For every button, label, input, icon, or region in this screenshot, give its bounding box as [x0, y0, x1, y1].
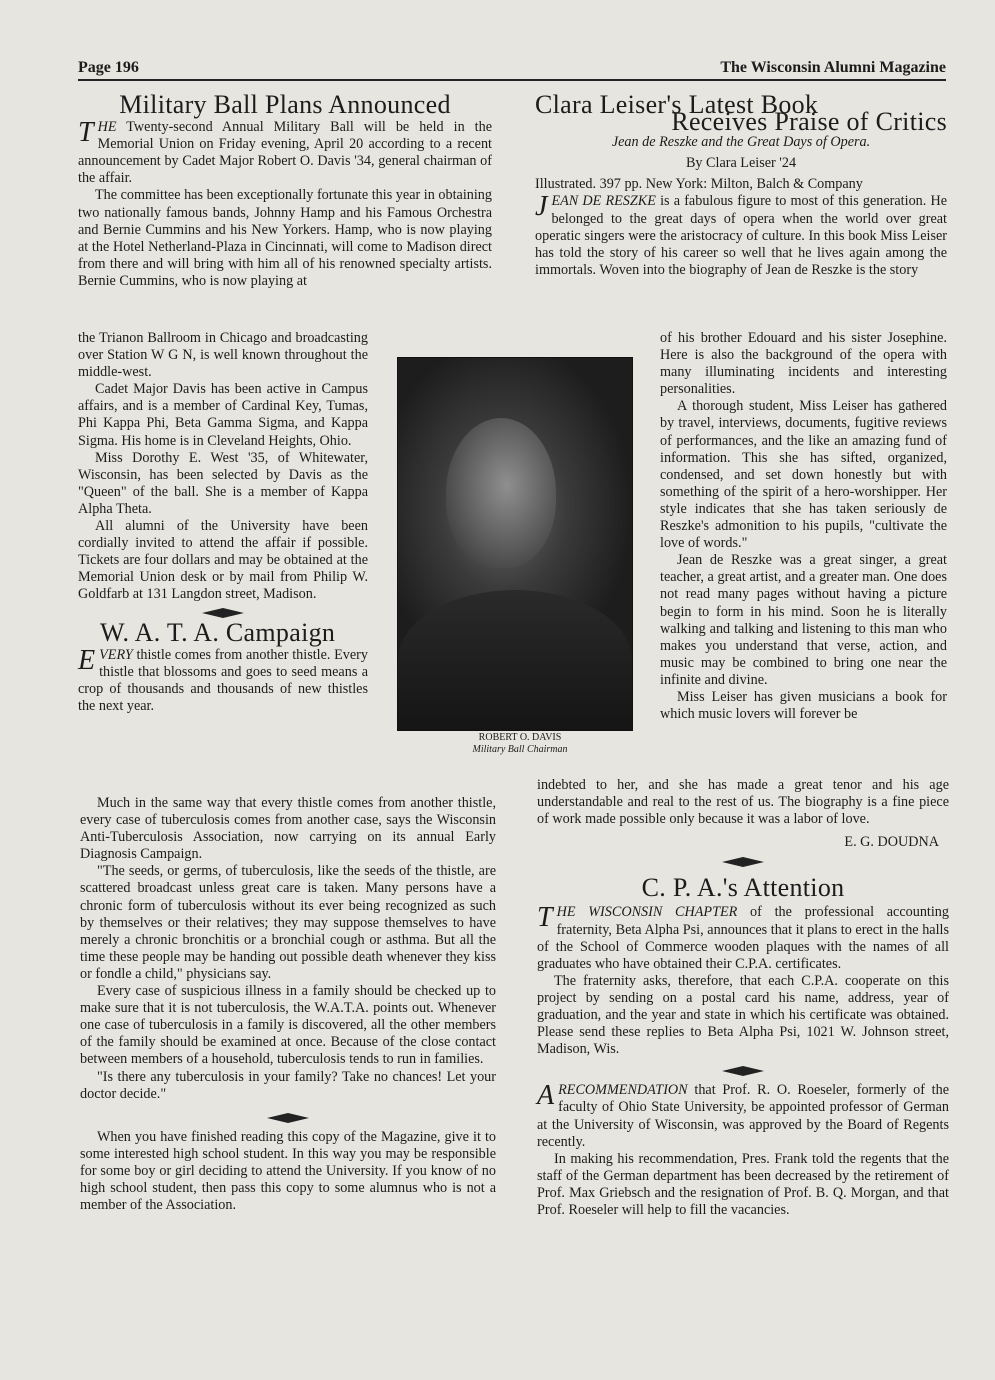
wata-article [80, 795, 496, 1214]
cpa-para-1: THE WISCONSIN CHAPTER of the professional accounting fraternity, Beta Alpha Psi, announces that it plans to erect in the halls of the School of Commerce wooden plaques with the names of all graduates who have obtained their C.P.A. certificates. [537, 902, 949, 972]
ornament-icon [267, 1113, 309, 1123]
military-para-2b: the Trianon Ballroom in Chicago and broadcasting over Station W G N, is well known throughout the middle-west. [78, 330, 368, 381]
leiser-para-4b: indebted to her, and she has made a great tenor and his age understandable and real to the rest of us. The biography is a fine piece of work made possible only because it was a labor of love. [537, 777, 949, 828]
recommend-para-1: ARECOMMENDATION that Prof. R. O. Roeseler, formerly of the faculty of Ohio State University, be appointed professor of German at the University of Wisconsin, was approved by the Board of Regents recently. [537, 1080, 950, 1150]
leiser-article-end [537, 777, 949, 1219]
recommend-para-2: In making his recommendation, Pres. Frank told the regents that the staff of the German department has been decreased by the retirement of Prof. Max Griebsch and the resignation of Prof. B. Q. Morgan, and that Prof. Roeseler will help to fill the vacancies. [537, 1150, 949, 1218]
book-byline: By Clara Leiser '24 [685, 155, 797, 172]
military-article [78, 90, 492, 290]
leiser-para-3: Jean de Reszke was a great singer, a great teacher, a great artist, and a greater man. One does not read many pages without having a picture begin to form in his mind. Soon he is literally walking and talking and listening to this man who makes you understand that verse, action, and music may be combined to bring one near the infinite and divine. [660, 552, 947, 688]
page-header [78, 53, 946, 81]
review-signature: E. G. DOUDNA [844, 834, 939, 851]
magazine-title: The Wisconsin Alumni Magazine [720, 59, 946, 76]
military-para-1: THE Twenty-second Annual Military Ball will be held in the Memorial Union on Friday evening, April 20 according to a recent announcement by Cadet Major Robert O. Davis '34, general chairman of the affair. [78, 117, 492, 187]
military-para-2: The committee has been exceptionally fortunate this year in obtaining two nationally famous bands, Johnny Hamp and his Famous Orchestra and Bernie Cummins and his New Yorkers. Hamp, who is now playing at the Hotel Netherland-Plaza in Cincinnati, will come to Madison direct from there and will bring with him all of his renowned specialty artists. Bernie Cummins, who is now playing at [78, 187, 492, 289]
wata-para-3: "The seeds, or germs, of tuberculosis, like the seeds of the thistle, are scattered broadcast unless great care is taken. Many persons have a chronic form of tuberculosis without its ever being recognized as such by themselves or their relatives; they may suppose themselves to have merely a chronic bronchitis or a bronchial cough or asthma. But all the time these people may be handing out possible death whenever they kiss or fondle a child," physicians say. [80, 863, 496, 982]
leiser-article-cont [660, 330, 947, 723]
page-number: Page 196 [78, 59, 139, 76]
leiser-title-2: Receives Praise of Critics [671, 107, 947, 137]
caption-role: Military Ball Chairman [472, 744, 568, 755]
leiser-para-2: A thorough student, Miss Leiser has gathered by travel, interviews, documents, fugitive reviews of performances, and the like an amazing fund of information. This she has sifted, organized, condensed, and set down honestly but with something of the spirit of a hero-worshipper. Her style indicates that she has taken seriously de Reszke's admonition to his pupils, "cultivate the love of words." [660, 398, 947, 552]
military-title: Military Ball Plans Announced [119, 90, 451, 119]
cpa-title: C. P. A.'s Attention [641, 873, 845, 903]
leiser-para-4a: Miss Leiser has given musicians a book for which music lovers will forever be [660, 688, 947, 723]
book-publisher: Illustrated. 397 pp. New York: Milton, Balch & Company [535, 176, 863, 193]
cpa-para-2: The fraternity asks, therefore, that each C.P.A. cooperate on this project by sending on a postal card his name, address, year of graduation, and the year and state in which his certificate was obtained. Please send these replies to Beta Alpha Psi, 1021 W. Johnson street, Madison, Wis. [537, 972, 949, 1058]
wata-para-1: EVERY thistle comes from another thistle. Every thistle that blossoms and goes to seed means a crop of thousands and thousands of new thistles the next year. [78, 644, 368, 714]
leiser-article [535, 90, 948, 279]
caption-name: ROBERT O. DAVIS [478, 732, 562, 743]
ornament-icon [722, 1066, 764, 1076]
military-para-5: All alumni of the University have been cordially invited to attend the affair if possible. Tickets are four dollars and may be obtained at the Memorial Union desk or by mail from Philip W. Goldfarb at 131 Langdon street, Madison. [78, 518, 368, 603]
book-title: Jean de Reszke and the Great Days of Opera. [611, 134, 871, 151]
photo-caption [440, 732, 600, 756]
leiser-para-1b: of his brother Edouard and his sister Josephine. Here is also the background of the opera with many illuminating incidents and interesting personalities. [660, 330, 947, 398]
wata-para-5: "Is there any tuberculosis in your family? Take no chances! Let your doctor decide." [80, 1068, 496, 1102]
military-para-3: Cadet Major Davis has been active in Campus affairs, and is a member of Cardinal Key, Tumas, Phi Kappa Phi, Beta Gamma Sigma, and Kappa Sigma. His home is in Cleveland Heights, Ohio. [78, 381, 368, 449]
leiser-para-1: JEAN DE RESZKE is a fabulous figure to most of this generation. He belonged to the great days of opera when the world over great operatic singers were the aristocracy of culture. In this book Miss Leiser has told the story of his career so well that he lives again among the immortals. Woven into the biography of Jean de Reszke is the story [535, 191, 948, 278]
leiser-title-1: Clara Leiser's Latest Book [535, 90, 819, 119]
wata-para-2: Much in the same way that every thistle comes from another thistle, every case of tuberculosis comes from another case, says the Wisconsin Anti-Tuberculosis Association, now carrying on its annual Early Diagnosis Campaign. [80, 795, 496, 863]
military-para-4: Miss Dorothy E. West '35, of Whitewater, Wisconsin, has been selected by Davis as the "Queen" of the ball. She is a member of Kappa Alpha Theta. [78, 449, 368, 517]
ornament-icon [722, 857, 764, 867]
wata-para-4: Every case of suspicious illness in a family should be checked up to make sure that it is not tuberculosis, the W.A.T.A. points out. Whenever one case of tuberculosis in a family is discovered, all the other members of the family should be examined at once. Because of the close contact between members of a household, tuberculosis tends to run in families. [80, 983, 496, 1068]
portrait-photo [397, 357, 633, 731]
wata-title: W. A. T. A. Campaign [100, 617, 336, 647]
promo-para: When you have finished reading this copy of the Magazine, give it to some interested high school student. In this way you may be responsible for some boy or girl deciding to attend the University. If you know of no high school student, then pass this copy to some alumnus who is not a member of the Association. [80, 1128, 496, 1214]
military-article-cont [78, 330, 368, 715]
ornament-icon [202, 608, 244, 618]
